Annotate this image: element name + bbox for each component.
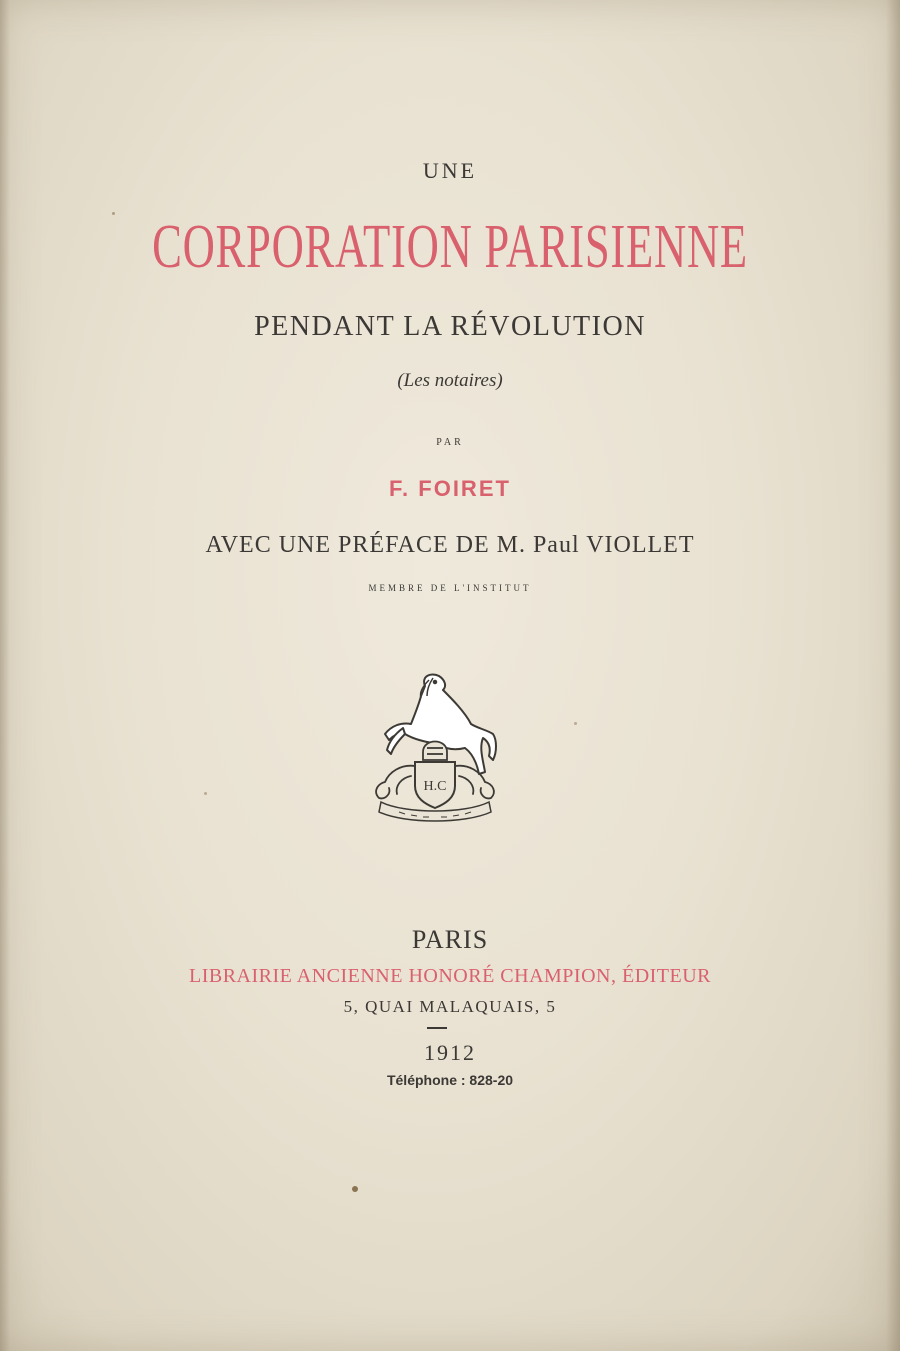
crest-monogram: H.C xyxy=(423,779,447,794)
book-title: CORPORATION PARISIENNE xyxy=(152,213,748,281)
paper-speck xyxy=(352,1186,358,1192)
separator-dash xyxy=(427,1027,447,1029)
publisher-phone: Téléphone : 828-20 xyxy=(386,1072,514,1088)
book-subtitle: PENDANT LA RÉVOLUTION xyxy=(254,311,646,342)
title-prefix: UNE xyxy=(422,158,478,183)
author-name: F. FOIRET xyxy=(389,476,511,501)
preface-text: AVEC UNE PRÉFACE DE M. Paul VIOLLET xyxy=(205,532,695,558)
publication-city: PARIS xyxy=(411,925,489,954)
preface-credit xyxy=(0,532,900,559)
paper-speck xyxy=(574,722,577,725)
paper-speck xyxy=(204,792,207,795)
subtitle-note: (Les notaires) xyxy=(397,370,503,391)
publisher-name: LIBRAIRIE ANCIENNE HONORÉ CHAMPION, ÉDITEUR xyxy=(188,965,712,987)
publication-year: 1912 xyxy=(424,1040,476,1065)
publisher-address: 5, QUAI MALAQUAIS, 5 xyxy=(343,997,557,1016)
by-label: PAR xyxy=(436,437,464,448)
rearing-horse-crest-icon xyxy=(365,668,505,830)
cover-left-edge xyxy=(0,0,10,1351)
cover-right-edge xyxy=(886,0,900,1351)
member-credit: MEMBRE DE L'INSTITUT xyxy=(368,583,532,593)
paper-speck xyxy=(112,212,115,215)
